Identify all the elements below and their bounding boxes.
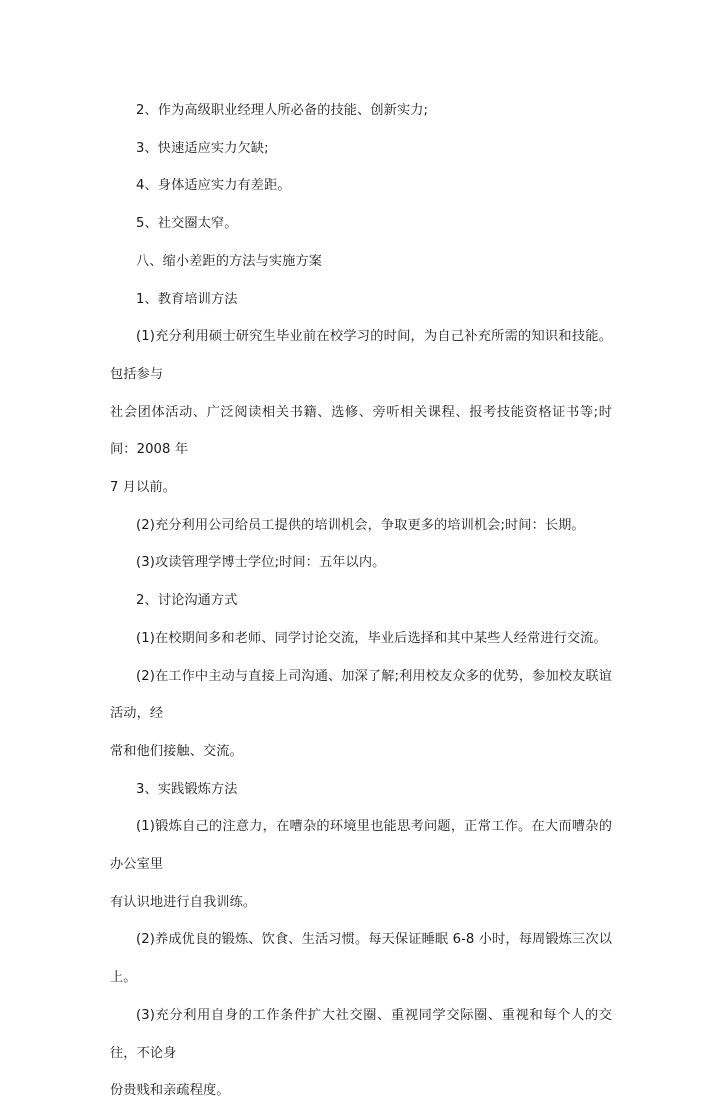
text-line: 7 月以前。 bbox=[110, 480, 176, 496]
text-line: (1)在校期间多和老师、同学讨论交流，毕业后选择和其中某些人经常进行交流。 bbox=[136, 630, 607, 646]
paragraph-item-4 bbox=[110, 167, 612, 205]
paragraph-practice-1 bbox=[110, 808, 612, 921]
paragraph-item-2 bbox=[110, 92, 612, 130]
text-line: (2)养成优良的锻炼、饮食、生活习惯。每天保证睡眠 6-8 小时，每周锻炼三次以上。 bbox=[110, 932, 612, 986]
text-line: (2)充分利用公司给员工提供的培训机会，争取更多的培训机会;时间：长期。 bbox=[136, 517, 585, 533]
document-body bbox=[110, 92, 612, 1110]
text-line: 常和他们接触、交流。 bbox=[110, 743, 243, 759]
text-line: 2、讨论沟通方式 bbox=[136, 593, 238, 609]
subheading-practice bbox=[110, 771, 612, 809]
paragraph-item-3 bbox=[110, 130, 612, 168]
text-line: (1)锻炼自己的注意力，在嘈杂的环境里也能思考问题，正常工作。在大而嘈杂的办公室里 bbox=[110, 819, 612, 873]
text-line: (3)充分利用自身的工作条件扩大社交圈、重视同学交际圈、重视和每个人的交往，不论身 bbox=[110, 1007, 612, 1061]
paragraph-communication-2 bbox=[110, 658, 612, 771]
text-line: 份贵贱和亲疏程度。 bbox=[110, 1083, 230, 1099]
paragraph-item-5 bbox=[110, 205, 612, 243]
paragraph-education-2 bbox=[110, 507, 612, 545]
text-line: 4、身体适应实力有差距。 bbox=[136, 178, 291, 194]
text-line: 1、教育培训方法 bbox=[136, 291, 238, 307]
paragraph-education-1 bbox=[110, 318, 612, 507]
text-line: 5、社交圈太窄。 bbox=[136, 216, 238, 232]
subheading-education bbox=[110, 281, 612, 319]
section-heading-8 bbox=[110, 243, 612, 281]
paragraph-practice-3 bbox=[110, 997, 612, 1110]
text-line: (2)在工作中主动与直接上司沟通、加深了解;利用校友众多的优势，参加校友联谊活动，经 bbox=[110, 668, 612, 722]
paragraph-practice-2 bbox=[110, 921, 612, 996]
text-line: 3、实践锻炼方法 bbox=[136, 781, 238, 797]
text-line: 2、作为高级职业经理人所必备的技能、创新实力; bbox=[136, 103, 429, 118]
paragraph-education-3 bbox=[110, 544, 612, 582]
text-line: 社会团体活动、广泛阅读相关书籍、选修、旁听相关课程、报考技能资格证书等;时间：2008 年 bbox=[110, 404, 612, 458]
text-line: 有认识地进行自我训练。 bbox=[110, 894, 257, 910]
paragraph-communication-1 bbox=[110, 620, 612, 658]
text-line: 八、缩小差距的方法与实施方案 bbox=[136, 253, 323, 269]
text-line: (3)攻读管理学博士学位;时间：五年以内。 bbox=[136, 555, 386, 571]
text-line: 3、快速适应实力欠缺; bbox=[136, 140, 269, 156]
subheading-communication bbox=[110, 582, 612, 620]
text-line: (1)充分利用硕士研究生毕业前在校学习的时间，为自己补充所需的知识和技能。包括参与 bbox=[110, 329, 612, 382]
